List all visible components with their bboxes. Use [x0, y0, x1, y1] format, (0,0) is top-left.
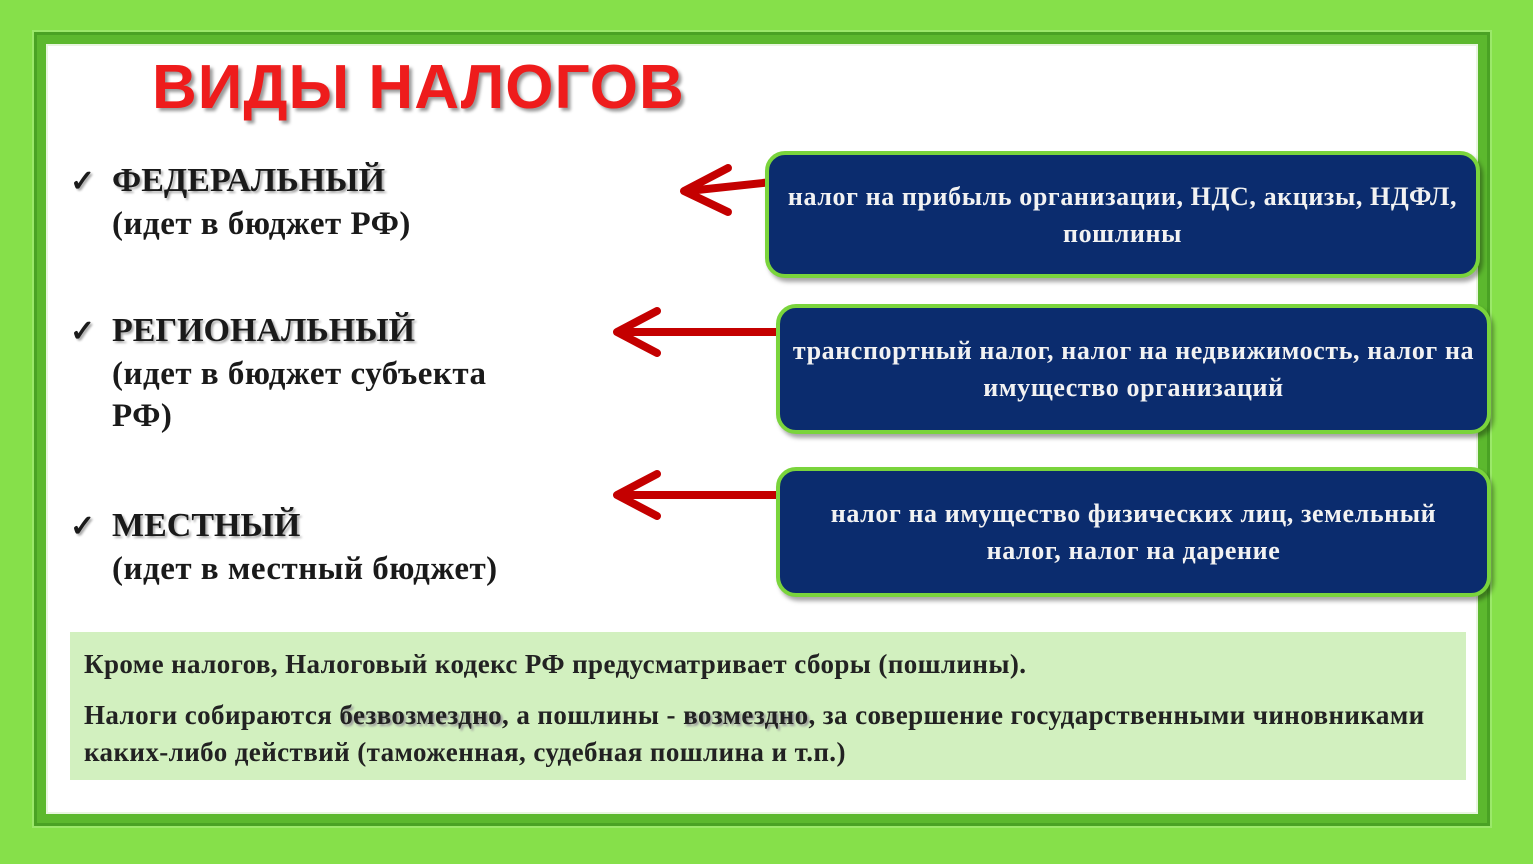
note-highlight-paid: возмездно — [683, 700, 809, 730]
federal-taxes-text: налог на прибыль организации, НДС, акцизы, НДФЛ, пошлины — [787, 181, 1458, 248]
category-name: ФЕДЕРАЛЬНЫЙ — [112, 162, 386, 199]
category-local — [70, 505, 632, 590]
category-regional — [70, 310, 542, 437]
category-description: (идет в местный бюджет) — [112, 551, 498, 587]
checkmark-icon: ✓ — [70, 510, 96, 543]
note-text: Налоги собираются — [84, 700, 340, 730]
page-title: ВИДЫ НАЛОГОВ — [152, 53, 685, 122]
note-line-1: Кроме налогов, Налоговый кодекс РФ предусматривает сборы (пошлины). — [84, 649, 1027, 679]
regional-taxes-text: транспортный налог, налог на недвижимость, налог на имущество организаций — [792, 336, 1475, 402]
note-text: , а пошлины - — [502, 700, 684, 730]
category-federal — [70, 160, 612, 245]
note-text: , за совершение государственными чиновниками каких-либо действий (таможенная, судебная пошлина и т.п.) — [84, 700, 1425, 767]
regional-taxes-box — [776, 304, 1491, 434]
note-line-2 — [84, 697, 1452, 771]
category-name: МЕСТНЫЙ — [112, 507, 301, 544]
federal-taxes-box — [765, 151, 1480, 278]
local-taxes-text: налог на имущество физических лиц, земельный налог, налог на дарение — [830, 499, 1437, 565]
checkmark-icon: ✓ — [70, 315, 96, 348]
note-highlight-free: безвозмездно — [339, 700, 503, 730]
note-box — [70, 632, 1466, 780]
checkmark-icon: ✓ — [70, 165, 96, 198]
category-description: (идет в бюджет РФ) — [112, 206, 411, 242]
category-name: РЕГИОНАЛЬНЫЙ — [112, 312, 416, 349]
local-taxes-box — [776, 467, 1491, 597]
category-description: (идет в бюджет субъекта РФ) — [112, 356, 487, 434]
